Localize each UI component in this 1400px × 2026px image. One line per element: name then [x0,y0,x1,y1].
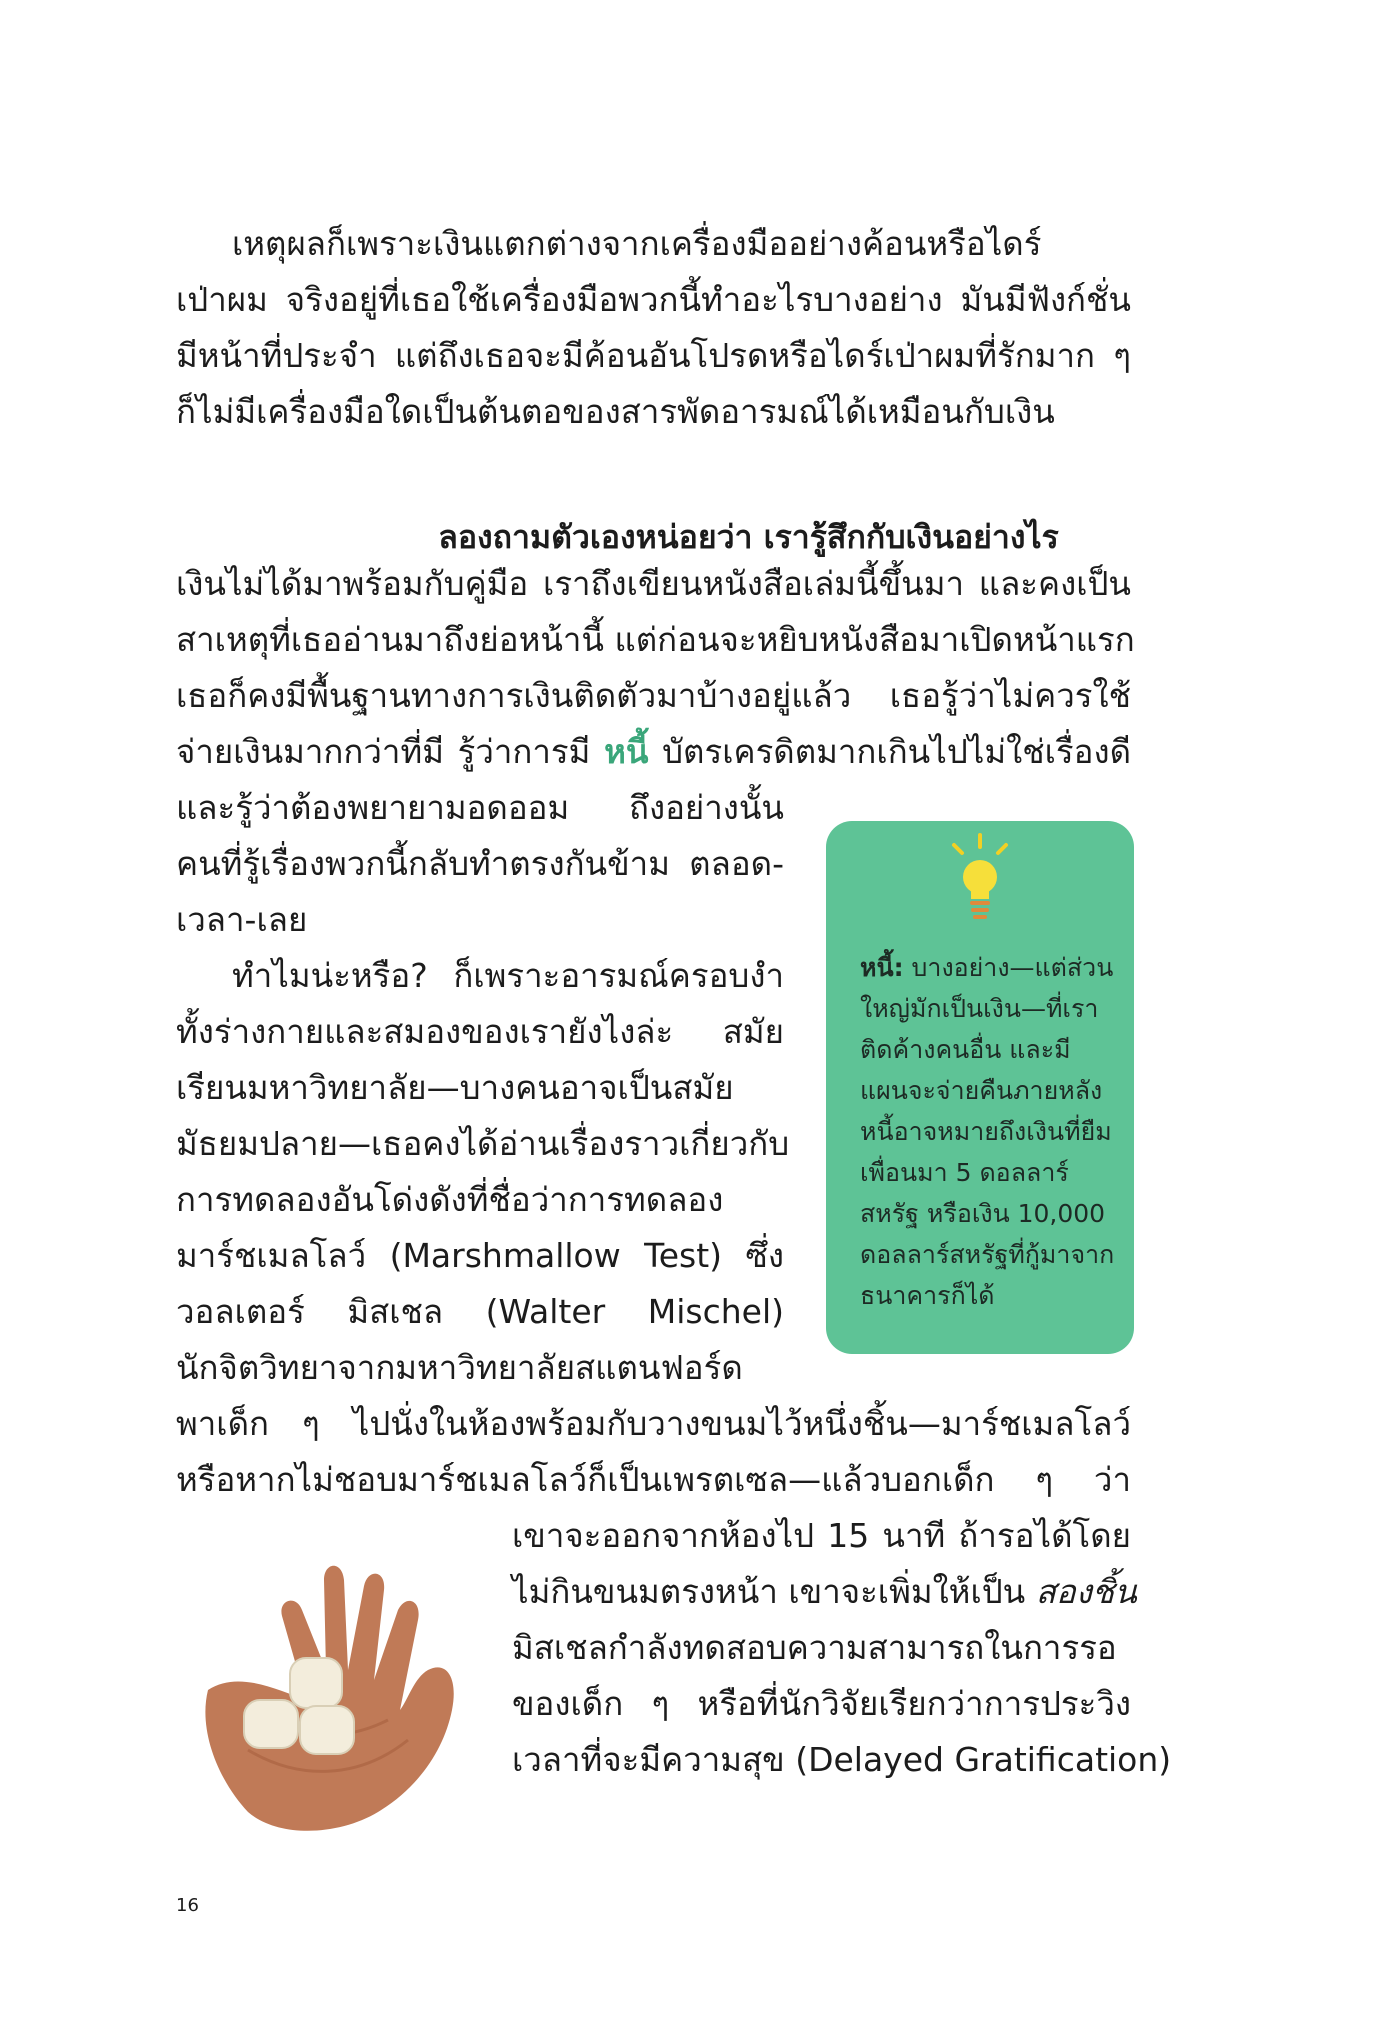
narrow-line-2: คนที่รู้เรื่องพวกนี้กลับทำตรงกันข้าม ตลอด- [176,844,784,883]
page-number: 16 [176,1895,199,1916]
narrow-line-10: วอลเตอร์ มิสเชล (Walter Mischel) [176,1292,784,1331]
two-pieces-before: ไม่กินขนมตรงหน้า เขาจะเพิ่มให้เป็น [512,1572,1026,1611]
narrow-line-5: ทั้งร่างกายและสมองของเรายังไงล่ะ สมัย [176,1012,784,1051]
body-line-1: เงินไม่ได้มาพร้อมกับคู่มือ เราถึงเขียนหนังสือเล่มนี้ขึ้นมา และคงเป็น [176,564,1131,603]
sidebar-definition: บางอย่าง—แต่ส่วนใหญ่มักเป็นเงิน—ที่เราติดค้างคนอื่น และมีแผนจะจ่ายคืนภายหลัง หนี้อาจหมายถึงเงินที่ยืมเพื่อนมา 5 ดอลลาร์สหรัฐ หรือเงิน 10,000 ดอลลาร์สหรัฐที่กู้มาจากธนาคารก็ได้ [860,953,1115,1310]
lightbulb-icon [940,833,1020,929]
debt-line-after: บัตรเครดิตมากเกินไปไม่ใช่เรื่องดี [662,732,1132,771]
narrow-line-3: เวลา-เลย [176,900,308,939]
narrow-line-1: และรู้ว่าต้องพยายามอดออม ถึงอย่างนั้น [176,788,784,827]
wide-line-1: พาเด็ก ๆ ไปนั่งในห้องพร้อมกับวางขนมไว้หนึ่งชิ้น—มาร์ชเมลโลว์ [176,1404,1131,1443]
body-line-3: เธอก็คงมีพื้นฐานทางการเงินติดตัวมาบ้างอยู่แล้ว เธอรู้ว่าไม่ควรใช้ [176,676,1131,715]
right-line-2 [512,1572,1137,1611]
right-line-5: เวลาที่จะมีความสุข (Delayed Gratification) [512,1740,1172,1779]
narrow-line-8: การทดลองอันโด่งดังที่ชื่อว่าการทดลอง [176,1180,724,1219]
body-line-debt [176,732,1132,771]
intro-line-1: เหตุผลก็เพราะเงินแตกต่างจากเครื่องมืออย่างค้อนหรือไดร์ [232,224,1042,263]
definition-sidebar [826,821,1134,1354]
body-line-2: สาเหตุที่เธออ่านมาถึงย่อหน้านี้ แต่ก่อนจะหยิบหนังสือมาเปิดหน้าแรก [176,620,1135,659]
debt-line-before: จ่ายเงินมากกว่าที่มี รู้ว่าการมี [176,732,591,771]
intro-line-4: ก็ไม่มีเครื่องมือใดเป็นต้นตอของสารพัดอารมณ์ได้เหมือนกับเงิน [176,392,1055,431]
narrow-line-7: มัธยมปลาย—เธอคงได้อ่านเรื่องราวเกี่ยวกับ [176,1124,790,1163]
narrow-line-4: ทำไมน่ะหรือ? ก็เพราะอารมณ์ครอบงำ [232,956,784,995]
two-pieces-emphasis: สองชิ้น [1035,1572,1137,1611]
sidebar-term: หนี้: [860,953,904,982]
debt-keyword: หนี้ [604,732,649,771]
hand-marshmallow-illustration [178,1550,478,1835]
sidebar-text [860,947,1116,1316]
right-line-3: มิสเชลกำลังทดสอบความสามารถในการรอ [512,1628,1117,1667]
narrow-line-11: นักจิตวิทยาจากมหาวิทยาลัยสแตนฟอร์ด [176,1348,743,1387]
intro-line-2: เป่าผม จริงอยู่ที่เธอใช้เครื่องมือพวกนี้ทำอะไรบางอย่าง มันมีฟังก์ชั่น [176,280,1131,319]
right-line-4: ของเด็ก ๆ หรือที่นักวิจัยเรียกว่าการประวิง [512,1684,1131,1723]
narrow-line-6: เรียนมหาวิทยาลัย—บางคนอาจเป็นสมัย [176,1068,734,1107]
right-line-1: เขาจะออกจากห้องไป 15 นาที ถ้ารอได้โดย [512,1516,1131,1555]
narrow-line-9: มาร์ชเมลโลว์ (Marshmallow Test) ซึ่ง [176,1236,784,1275]
wide-line-2: หรือหากไม่ชอบมาร์ชเมลโลว์ก็เป็นเพรตเซล—แล้วบอกเด็ก ๆ ว่า [176,1460,1131,1499]
intro-line-3: มีหน้าที่ประจำ แต่ถึงเธอจะมีค้อนอันโปรดหรือไดร์เป่าผมที่รักมาก ๆ [176,336,1131,375]
section-heading: ลองถามตัวเองหน่อยว่า เรารู้สึกกับเงินอย่างไร [438,518,1059,556]
